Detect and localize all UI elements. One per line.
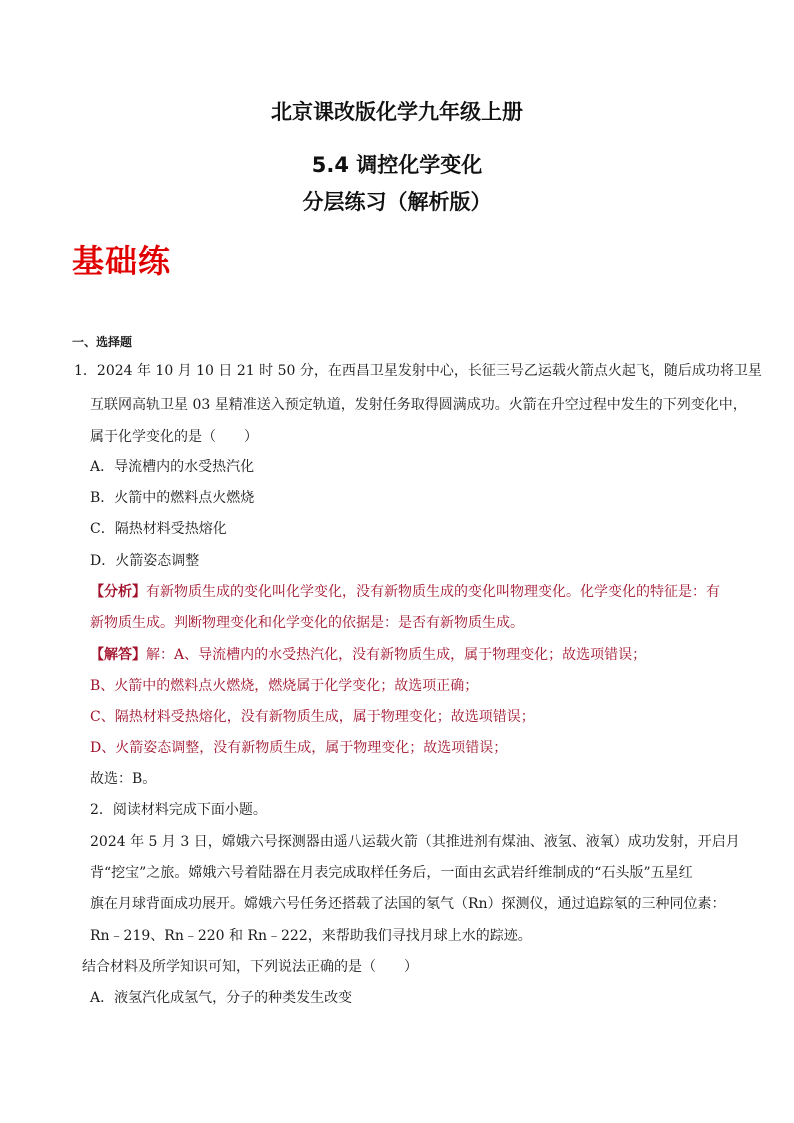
q2-option-a: A．液氢汽化成氢气，分子的种类发生改变 (90, 990, 353, 1006)
q2-material-line-2: 背“挖宝”之旅。嫦娥六号着陆器在月表完成取样任务后，一面由玄武岩纤维制成的“石头版”五星红 (90, 865, 693, 881)
lesson-subtitle: 分层练习（解析版） (302, 190, 492, 214)
q1-stem-line-2: 互联网高轨卫星 03 星精准送入预定轨道，发射任务取得圆满成功。火箭在升空过程中发生的下列变化中， (90, 397, 747, 413)
q1-answer-line-4: D、火箭姿态调整，没有新物质生成，属于物理变化；故选项错误； (90, 740, 508, 756)
level-label: 基础练 (72, 242, 172, 280)
q2-intro: 2．阅读材料完成下面小题。 (90, 802, 267, 818)
answer-tag: 【解答】 (90, 647, 146, 663)
q1-option-c: C．隔热材料受热熔化 (90, 521, 227, 537)
q1-analysis-line-2: 新物质生成。判断物理变化和化学变化的依据是：是否有新物质生成。 (90, 615, 524, 631)
section-label: 一、选择题 (72, 335, 133, 349)
q1-answer-line-3: C、隔热材料受热熔化，没有新物质生成，属于物理变化；故选项错误； (90, 709, 535, 725)
analysis-tag: 【分析】 (90, 584, 146, 600)
analysis-text: 有新物质生成的变化叫化学变化，没有新物质生成的变化叫物理变化。化学变化的特征是：有 (146, 584, 720, 600)
q1-stem-line-1: 1．2024 年 10 月 10 日 21 时 50 分，在西昌卫星发射中心，长征三号乙运载火箭点火起飞，随后成功将卫星 (74, 363, 762, 379)
q1-stem-line-3: 属于化学变化的是（ ） (90, 429, 258, 445)
q1-answer-line-2: B、火箭中的燃料点火燃烧，燃烧属于化学变化；故选项正确； (90, 678, 479, 694)
q1-option-d: D．火箭姿态调整 (90, 553, 200, 569)
q1-analysis-line-1 (90, 582, 720, 602)
q2-material-line-3: 旗在月球背面成功展开。嫦娥六号任务还搭载了法国的氡气（Rn）探测仪，通过追踪氡的三种同位素： (90, 896, 726, 912)
lesson-title: 5.4 调控化学变化 (311, 153, 483, 177)
q2-material-line-1: 2024 年 5 月 3 日，嫦娥六号探测器由遥八运载火箭（其推进剂有煤油、液氢、液氧）成功发射，开启月 (90, 834, 740, 850)
q1-answer-line-1 (90, 645, 646, 665)
q2-material-line-4: Rn﹣219、Rn﹣220 和 Rn﹣222，来帮助我们寻找月球上水的踪迹。 (90, 928, 532, 944)
q1-final-answer: 故选：B。 (90, 771, 157, 787)
answer-text: 解：A、导流槽内的水受热汽化，没有新物质生成，属于物理变化；故选项错误； (146, 647, 647, 663)
document-title: 北京课改版化学九年级上册 (271, 100, 523, 124)
q2-question: 结合材料及所学知识可知，下列说法正确的是（ ） (82, 959, 418, 975)
q1-option-a: A．导流槽内的水受热汽化 (90, 459, 255, 475)
q1-option-b: B．火箭中的燃料点火燃烧 (90, 490, 255, 506)
